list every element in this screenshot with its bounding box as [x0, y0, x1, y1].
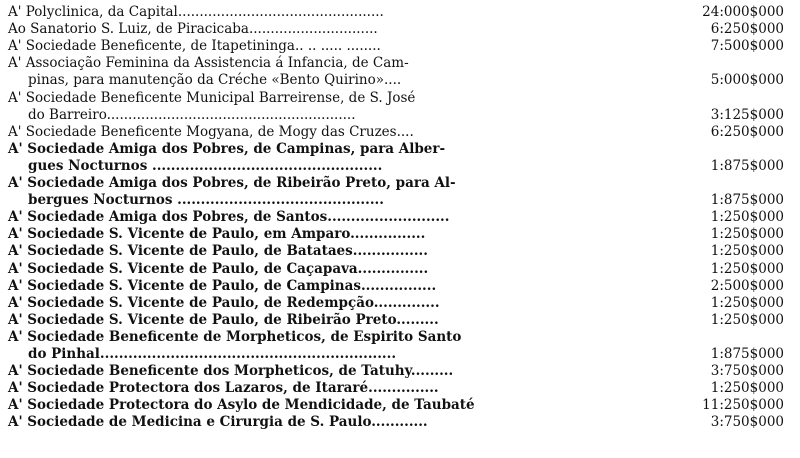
ledger-line — [0, 55, 800, 72]
ledger-line — [0, 312, 800, 329]
entry-description: A' Sociedade S. Vicente de Paulo, de Campinas................ — [8, 277, 437, 294]
entry-description: gues Nocturnos ................................................. — [28, 157, 383, 174]
ledger-line — [0, 192, 800, 209]
entry-amount: 1:250$000 — [710, 311, 784, 328]
entry-description: do Pinhal............................................................... — [28, 346, 397, 362]
entry-description: A' Sociedade S. Vicente de Paulo, em Amparo................ — [8, 226, 426, 243]
entry-amount: 3:750$000 — [710, 363, 784, 380]
entry-description: A' Sociedade Beneficente, de Itapetininga.. .. ..... ........ — [8, 38, 381, 55]
entry-description: A' Polyclinica, da Capital................................................ — [8, 4, 384, 20]
ledger-line — [0, 295, 800, 312]
entry-description: A' Sociedade Amiga dos Pobres, de Santos.......................... — [8, 209, 450, 226]
entry-amount: 1:250$000 — [710, 209, 784, 226]
entry-description: bergues Nocturnos ............................................ — [28, 192, 384, 209]
entry-description: A' Sociedade Amiga dos Pobres, de Ribeirão Preto, para Al- — [8, 175, 456, 191]
entry-amount: 1:875$000 — [710, 346, 784, 362]
entry-description: A' Sociedade Protectora do Asylo de Mendicidade, de Taubaté — [8, 397, 475, 414]
entry-amount: 11:250$000 — [702, 397, 784, 414]
entry-description: A' Sociedade S. Vicente de Paulo, de Redempção.............. — [8, 294, 440, 311]
entry-amount: 24:000$000 — [702, 4, 784, 20]
entry-amount: 7:500$000 — [710, 38, 784, 55]
ledger-line — [0, 363, 800, 380]
entry-description: A' Sociedade Beneficente Municipal Barreirense, de S. José — [8, 89, 416, 106]
entry-amount: 2:500$000 — [710, 277, 784, 294]
entry-amount: 1:250$000 — [710, 226, 784, 243]
ledger-line — [0, 38, 800, 55]
ledger-line — [0, 329, 800, 346]
ledger-line — [0, 124, 800, 141]
ledger-line — [0, 243, 800, 260]
entry-amount: 1:875$000 — [710, 192, 784, 209]
ledger-line — [0, 261, 800, 278]
entry-description: do Barreiro.......................................................... — [28, 106, 360, 123]
entry-description: A' Sociedade de Medicina e Cirurgia de S. Paulo............ — [8, 414, 428, 431]
ledger-line — [0, 175, 800, 192]
entry-description: pinas, para manutenção da Créche «Bento Quirino».... — [28, 72, 402, 89]
ledger-line — [0, 226, 800, 243]
ledger-line — [0, 397, 800, 414]
entry-amount: 3:125$000 — [710, 106, 784, 123]
entry-description: A' Sociedade Beneficente Mogyana, de Mogy das Cruzes.... — [8, 123, 414, 140]
ledger-line — [0, 72, 800, 89]
entry-amount: 1:875$000 — [710, 157, 784, 174]
ledger-line — [0, 414, 800, 431]
entry-amount: 1:250$000 — [710, 380, 784, 397]
entry-description: A' Sociedade S. Vicente de Paulo, de Ribeirão Preto......... — [8, 311, 439, 328]
entry-amount: 3:750$000 — [710, 414, 784, 431]
entry-description: A' Associação Feminina da Assistencia á Infancia, de Cam- — [8, 55, 409, 72]
entry-amount: 6:250$000 — [710, 21, 784, 38]
ledger-line — [0, 158, 800, 175]
entry-description: A' Sociedade Beneficente dos Morpheticos, de Tatuhy......... — [8, 363, 454, 380]
ledger-line — [0, 278, 800, 295]
ledger-line — [0, 107, 800, 124]
ledger-line — [0, 380, 800, 397]
entry-description: A' Sociedade S. Vicente de Paulo, de Caçapava............... — [8, 260, 429, 277]
entry-amount: 5:000$000 — [710, 72, 784, 89]
entry-amount: 1:250$000 — [710, 294, 784, 311]
ledger-line — [0, 4, 800, 21]
entry-description: A' Sociedade S. Vicente de Paulo, de Batataes................ — [8, 243, 428, 260]
entry-amount: 1:250$000 — [710, 260, 784, 277]
ledger-line — [0, 21, 800, 38]
ledger-line — [0, 346, 800, 363]
ledger-line — [0, 209, 800, 226]
ledger-line — [0, 141, 800, 158]
ledger-line — [0, 90, 800, 107]
entry-amount: 6:250$000 — [710, 123, 784, 140]
entry-description: A' Sociedade Protectora dos Lazaros, de Itararé............... — [8, 380, 439, 397]
entry-description: A' Sociedade Beneficente de Morpheticos, de Espirito Santo — [8, 328, 462, 345]
entry-description: Ao Sanatorio S. Luiz, de Piracicaba.............................. — [8, 21, 378, 38]
entry-amount: 1:250$000 — [710, 243, 784, 260]
entry-description: A' Sociedade Amiga dos Pobres, de Campinas, para Alber- — [8, 140, 446, 157]
